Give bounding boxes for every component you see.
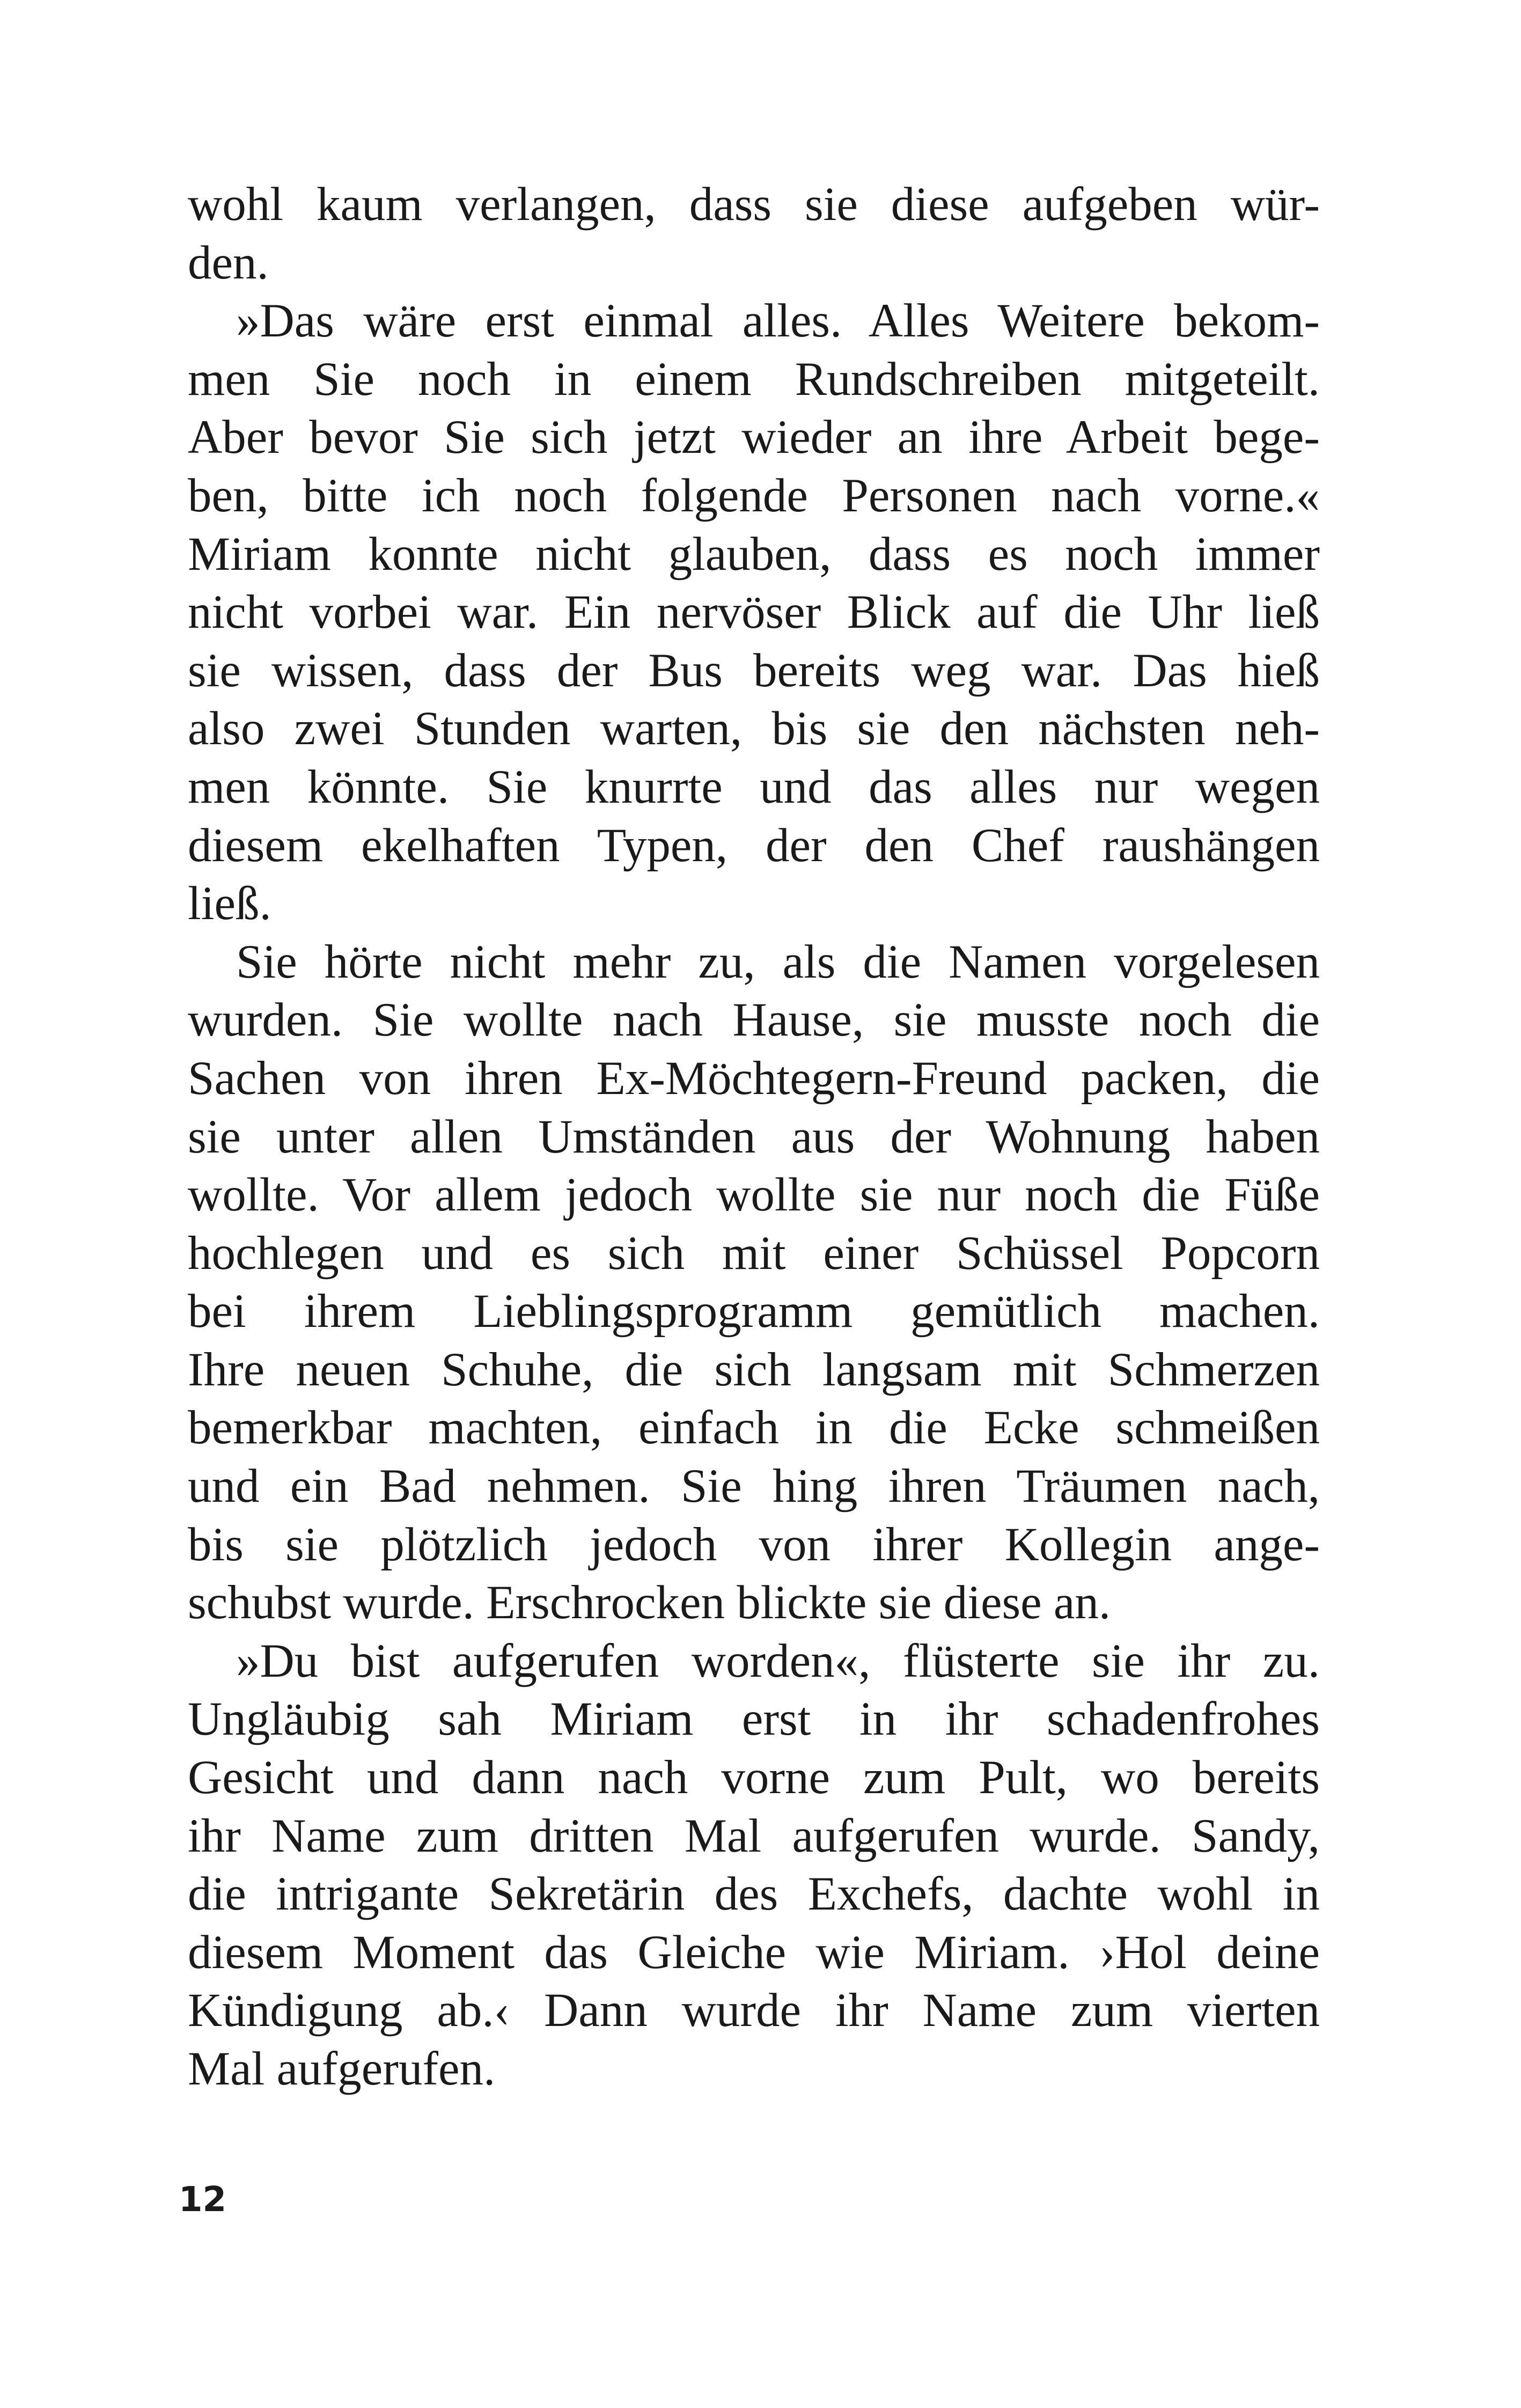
text-line: ihr Name zum dritten Mal aufgerufen wurde. Sandy, [188, 1809, 1320, 1862]
paragraph [188, 1632, 1320, 2098]
text-line: Mal aufgerufen. [188, 2043, 496, 2095]
text-line: Gesicht und dann nach vorne zum Pult, wo bereits [188, 1751, 1320, 1804]
text-line: ben, bitte ich noch folgende Personen nach vorne.« [188, 469, 1320, 522]
body-text [188, 175, 1320, 2098]
text-line: diesem ekelhaften Typen, der den Chef raushängen [188, 819, 1320, 872]
text-line: wollte. Vor allem jedoch wollte sie nur noch die Füße [188, 1169, 1320, 1222]
paragraph [188, 175, 1320, 292]
text-line: also zwei Stunden warten, bis sie den nächsten neh- [188, 702, 1320, 755]
text-line: Sie hörte nicht mehr zu, als die Namen vorgelesen [236, 935, 1320, 988]
text-line: Kündigung ab.‹ Dann wurde ihr Name zum vierten [188, 1984, 1320, 2037]
text-line: und ein Bad nehmen. Sie hing ihren Träumen nach, [188, 1460, 1320, 1513]
text-line: bis sie plötzlich jedoch von ihrer Kollegin ange- [188, 1518, 1320, 1571]
text-line: bemerkbar machten, einfach in die Ecke schmeißen [188, 1401, 1320, 1455]
text-line: Miriam konnte nicht glauben, dass es noch immer [188, 527, 1320, 581]
text-line: men könnte. Sie knurrte und das alles nur wegen [188, 760, 1320, 813]
text-line: hochlegen und es sich mit einer Schüssel Popcorn [188, 1227, 1320, 1280]
text-line: diesem Moment das Gleiche wie Miriam. ›Hol deine [188, 1926, 1320, 1979]
text-line: »Das wäre erst einmal alles. Alles Weitere bekom- [236, 295, 1320, 348]
text-line: bei ihrem Lieblingsprogramm gemütlich machen. [188, 1285, 1320, 1338]
text-line: schubst wurde. Erschrocken blickte sie diese an. [188, 1576, 1111, 1629]
text-line: Ihre neuen Schuhe, die sich langsam mit Schmerzen [188, 1343, 1320, 1396]
text-line: wurden. Sie wollte nach Hause, sie musste noch die [188, 994, 1320, 1047]
text-line: Aber bevor Sie sich jetzt wieder an ihre Arbeit bege- [188, 411, 1320, 464]
paragraph [188, 933, 1320, 1632]
text-line: Sachen von ihren Ex-Möchtegern-Freund packen, die [188, 1052, 1320, 1105]
text-line: sie wissen, dass der Bus bereits weg war. Das hieß [188, 644, 1320, 697]
text-line: ließ. [188, 877, 271, 930]
text-line: Ungläubig sah Miriam erst in ihr schadenfrohes [188, 1693, 1320, 1746]
text-line: sie unter allen Umständen aus der Wohnung haben [188, 1110, 1320, 1163]
text-line: »Du bist aufgerufen worden«, flüsterte sie ihr zu. [236, 1634, 1320, 1687]
text-line: nicht vorbei war. Ein nervöser Blick auf die Uhr ließ [188, 586, 1320, 639]
page-number: 12 [179, 2180, 227, 2220]
text-line: wohl kaum verlangen, dass sie diese aufgeben wür- [188, 178, 1320, 231]
text-line: die intrigante Sekretärin des Exchefs, dachte wohl in [188, 1868, 1320, 1921]
text-line: den. [188, 236, 269, 289]
paragraph [188, 292, 1320, 933]
text-line: men Sie noch in einem Rundschreiben mitgeteilt. [188, 353, 1320, 406]
